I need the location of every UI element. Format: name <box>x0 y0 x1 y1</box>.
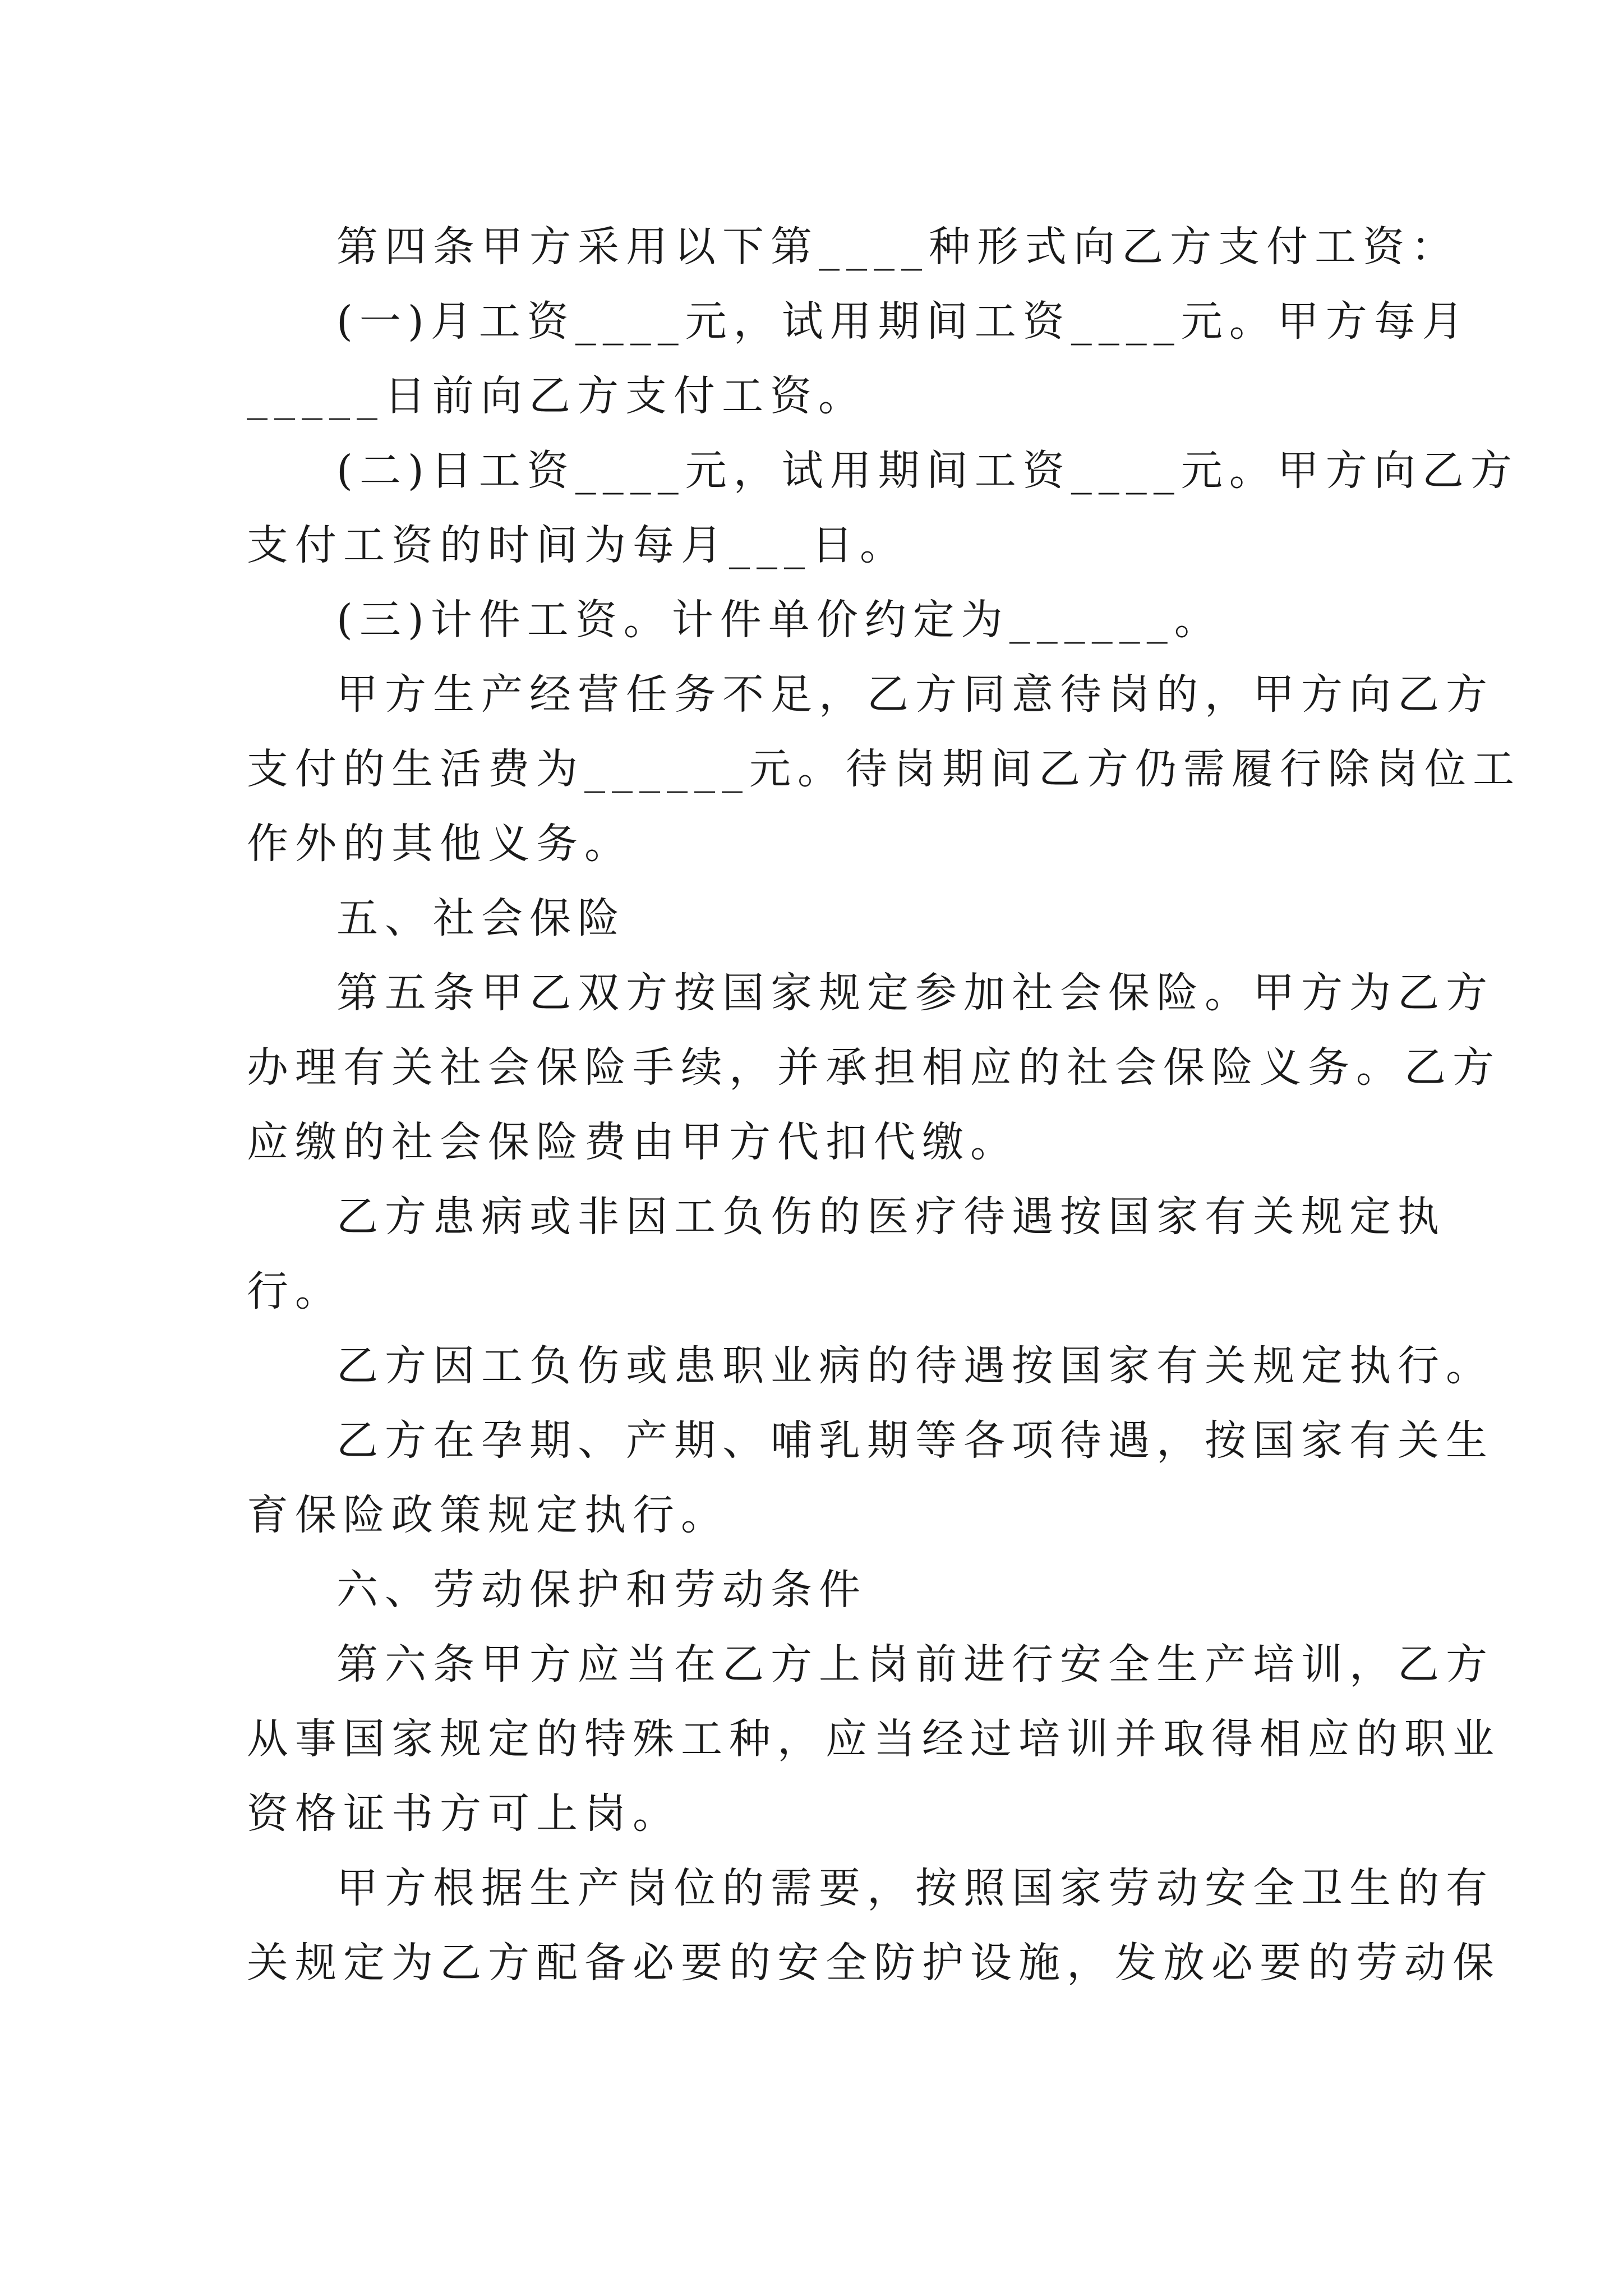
section-heading: 五、社会保险 <box>336 894 626 942</box>
paragraph-line: 应缴的社会保险费由甲方代扣代缴。 <box>247 1118 1018 1166</box>
paragraph-line: 甲方生产经营任务不足，乙方同意待岗的，甲方向乙方 <box>336 670 1494 719</box>
paragraph-line: 第五条甲乙双方按国家规定参加社会保险。甲方为乙方 <box>336 969 1494 1017</box>
paragraph-line: 甲方根据生产岗位的需要，按照国家劳动安全卫生的有 <box>336 1864 1494 1912</box>
paragraph-line: 资格证书方可上岗。 <box>247 1789 681 1838</box>
paragraph-line: 行。 <box>247 1267 343 1315</box>
paragraph-line: 第四条甲方采用以下第____种形式向乙方支付工资： <box>336 223 1459 271</box>
paragraph-line: _____日前向乙方支付工资。 <box>247 372 866 420</box>
paragraph-line: 第六条甲方应当在乙方上岗前进行安全生产培训，乙方 <box>336 1640 1494 1688</box>
paragraph-line: (一)月工资____元，试用期间工资____元。甲方每月 <box>336 297 1470 346</box>
paragraph-line: 办理有关社会保险手续，并承担相应的社会保险义务。乙方 <box>247 1043 1501 1092</box>
paragraph-line: 乙方因工负伤或患职业病的待遇按国家有关规定执行。 <box>336 1342 1494 1390</box>
paragraph-line: 育保险政策规定执行。 <box>247 1491 729 1539</box>
section-heading: 六、劳动保护和劳动条件 <box>336 1566 867 1614</box>
paragraph-line: 乙方患病或非因工负伤的医疗待遇按国家有关规定执 <box>336 1193 1446 1241</box>
paragraph-line: 关规定为乙方配备必要的安全防护设施，发放必要的劳动保 <box>247 1939 1501 1987</box>
paragraph-line: 乙方在孕期、产期、哺乳期等各项待遇，按国家有关生 <box>336 1416 1494 1465</box>
paragraph-line: (三)计件工资。计件单价约定为______。 <box>336 596 1223 644</box>
paragraph-line: (二)日工资____元，试用期间工资____元。甲方向乙方 <box>336 447 1519 495</box>
paragraph-line: 作外的其他义务。 <box>247 820 633 868</box>
paragraph-line: 支付工资的时间为每月___日。 <box>247 521 908 569</box>
paragraph-line: 从事国家规定的特殊工种，应当经过培训并取得相应的职业 <box>247 1715 1501 1763</box>
paragraph-line: 支付的生活费为______元。待岗期间乙方仍需履行除岗位工 <box>247 745 1521 793</box>
